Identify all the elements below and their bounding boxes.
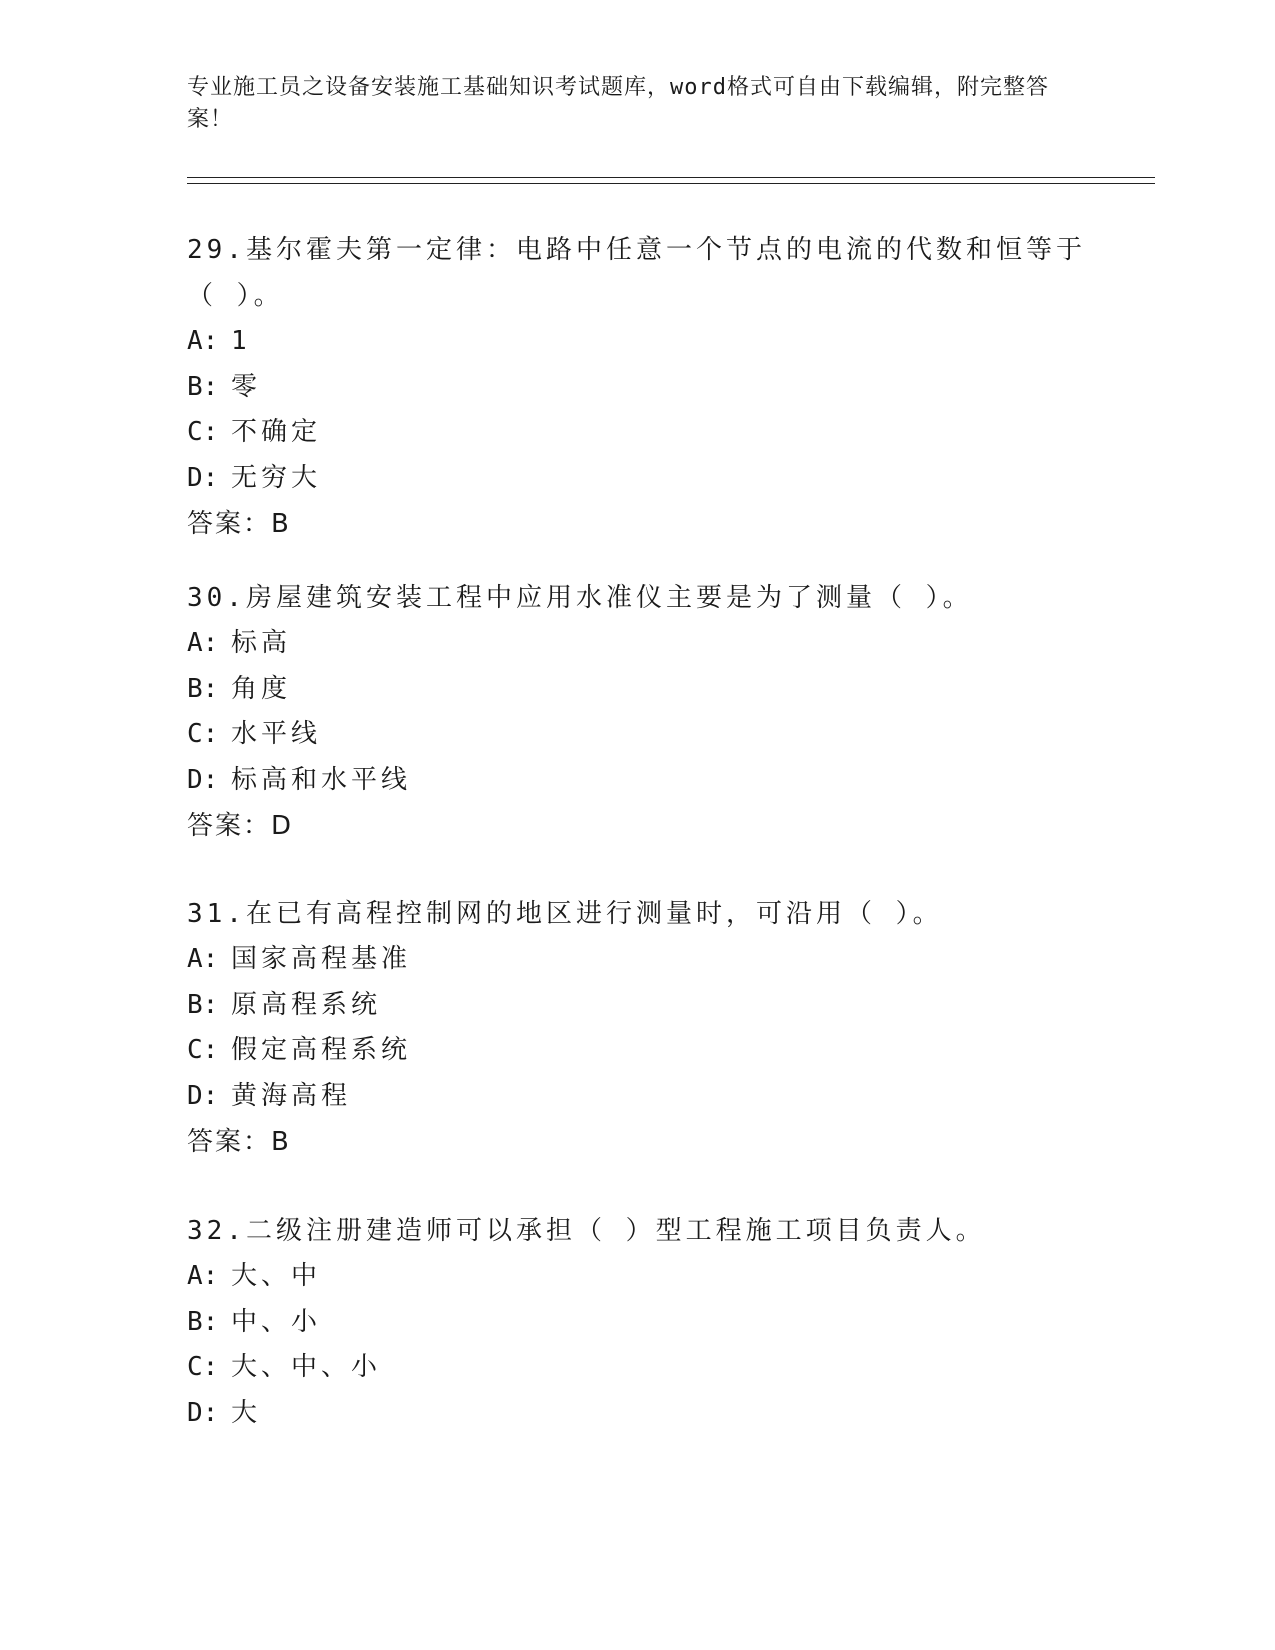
option-label: C:	[187, 719, 219, 749]
option-label: B:	[187, 673, 219, 704]
answer-line: 答案：D	[187, 811, 294, 841]
option-c	[187, 1028, 1087, 1074]
option-c	[187, 410, 1087, 456]
question-stem: 29.基尔霍夫第一定律：电路中任意一个节点的电流的代数和恒等于（ ）。	[187, 235, 1086, 311]
header-divider-bottom	[187, 183, 1155, 184]
question-31	[187, 891, 1087, 1165]
option-label: A:	[187, 326, 219, 356]
option-label: A:	[187, 944, 219, 974]
option-label: B:	[187, 1306, 219, 1337]
option-text: 大	[231, 1397, 262, 1428]
option-text: 黄海高程	[231, 1080, 352, 1111]
option-label: B:	[187, 989, 219, 1020]
option-label: D:	[187, 764, 219, 795]
option-text: 角度	[231, 673, 292, 704]
option-b	[187, 667, 1087, 713]
option-d	[187, 758, 1087, 804]
option-text: 无穷大	[231, 462, 322, 493]
option-label: C:	[187, 1035, 219, 1065]
question-stem: 31.在已有高程控制网的地区进行测量时，可沿用（ ）。	[187, 899, 943, 929]
document-header	[187, 72, 1077, 136]
option-d	[187, 1074, 1087, 1120]
option-a	[187, 1254, 1087, 1300]
option-label: B:	[187, 371, 219, 402]
answer-line: 答案：B	[187, 509, 291, 539]
question-stem: 32.二级注册建造师可以承担（ ）型工程施工项目负责人。	[187, 1216, 986, 1246]
option-c	[187, 1345, 1087, 1391]
option-b	[187, 1300, 1087, 1346]
option-label: A:	[187, 1261, 219, 1291]
option-text: 大、中、小	[231, 1352, 382, 1382]
option-a	[187, 937, 1087, 983]
option-label: C:	[187, 1352, 219, 1382]
option-text: 原高程系统	[231, 989, 382, 1020]
option-d	[187, 1391, 1087, 1437]
option-label: D:	[187, 462, 219, 493]
option-text: 标高	[231, 628, 292, 658]
header-divider-top	[187, 177, 1155, 178]
option-d	[187, 456, 1087, 502]
option-text: 国家高程基准	[231, 944, 412, 974]
answer-line: 答案：B	[187, 1127, 291, 1157]
option-text: 标高和水平线	[231, 764, 412, 795]
option-text: 水平线	[231, 719, 322, 749]
option-b	[187, 983, 1087, 1029]
option-label: D:	[187, 1080, 219, 1111]
option-text: 大、中	[231, 1261, 322, 1291]
header-intro-text: 专业施工员之设备安装施工基础知识考试题库，word格式可自由下载编辑，附完整答案！	[187, 75, 1049, 132]
option-text: 不确定	[231, 417, 322, 447]
option-text: 中、小	[231, 1306, 322, 1337]
question-stem: 30.房屋建筑安装工程中应用水准仪主要是为了测量（ ）。	[187, 583, 973, 613]
option-label: D:	[187, 1397, 219, 1428]
option-label: A:	[187, 628, 219, 658]
option-text: 1	[231, 326, 251, 356]
option-a	[187, 319, 1087, 365]
option-text: 零	[231, 371, 262, 402]
option-b	[187, 365, 1087, 411]
option-a	[187, 621, 1087, 667]
question-30	[187, 575, 1087, 849]
option-c	[187, 712, 1087, 758]
option-text: 假定高程系统	[231, 1035, 412, 1065]
question-32	[187, 1208, 1087, 1436]
question-29	[187, 227, 1087, 547]
option-label: C:	[187, 417, 219, 447]
